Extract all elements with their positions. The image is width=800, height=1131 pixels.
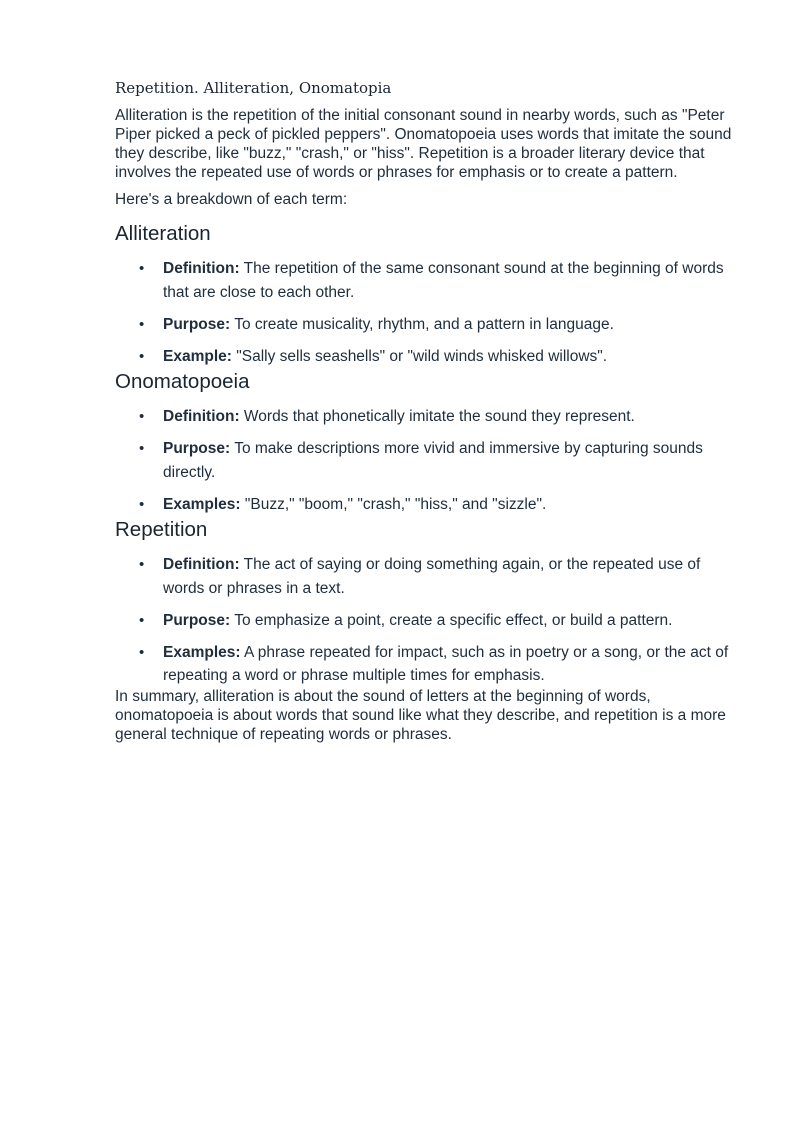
alliteration-list — [115, 257, 740, 369]
list-item — [115, 257, 740, 305]
list-item — [115, 405, 740, 429]
item-text: To create musicality, rhythm, and a pattern in language. — [230, 316, 614, 333]
repetition-list — [115, 553, 740, 687]
bullet-icon: • — [139, 316, 145, 333]
item-text: Words that phonetically imitate the sound they represent. — [239, 408, 635, 425]
item-text: "Buzz," "boom," "crash," "hiss," and "sizzle". — [240, 496, 547, 513]
document-title: Repetition. Alliteration, Onomatopia — [115, 79, 392, 97]
item-label: Definition: — [163, 260, 240, 277]
item-label: Purpose: — [163, 316, 231, 333]
list-item — [115, 437, 740, 485]
bullet-icon: • — [139, 348, 145, 365]
item-label: Examples: — [163, 496, 241, 513]
item-label: Purpose: — [163, 612, 231, 629]
item-label: Definition: — [163, 556, 240, 573]
item-label: Definition: — [163, 408, 240, 425]
bullet-icon: • — [139, 260, 145, 277]
section-heading-alliteration: Alliteration — [115, 222, 211, 245]
item-label: Purpose: — [163, 440, 231, 457]
section-alliteration — [115, 221, 740, 369]
bullet-icon: • — [139, 644, 145, 661]
breakdown-paragraph: Here's a breakdown of each term: — [115, 191, 348, 208]
list-item — [115, 345, 740, 369]
section-heading-onomatopoeia: Onomatopoeia — [115, 370, 250, 393]
section-heading-repetition: Repetition — [115, 518, 208, 541]
bullet-icon: • — [139, 440, 145, 457]
onomatopoeia-list — [115, 405, 740, 517]
list-item — [115, 641, 740, 687]
bullet-icon: • — [139, 556, 145, 573]
document-page — [115, 77, 740, 744]
list-item — [115, 493, 740, 517]
item-text: To make descriptions more vivid and immersive by capturing sounds directly. — [163, 440, 703, 481]
item-label: Examples: — [163, 644, 241, 661]
item-text: A phrase repeated for impact, such as in poetry or a song, or the act of repeating a word or phrase multiple times for emphasis. — [163, 644, 729, 684]
item-label: Example: — [163, 348, 232, 365]
bullet-icon: • — [139, 496, 145, 513]
intro-paragraph: Alliteration is the repetition of the initial consonant sound in nearby words, such as "Peter Piper picked a peck of pickled peppers". Onomatopoeia uses words that imitate the sound they describe, like "buzz," "crash," or "hiss". Repetition is a broader literary device that involves the repeated use of words or phrases for emphasis or to create a pattern. — [115, 107, 732, 181]
bullet-icon: • — [139, 612, 145, 629]
section-onomatopoeia — [115, 369, 740, 517]
list-item — [115, 313, 740, 337]
list-item — [115, 609, 740, 633]
item-text: The repetition of the same consonant sound at the beginning of words that are close to each other. — [163, 260, 724, 301]
item-text: The act of saying or doing something again, or the repeated use of words or phrases in a text. — [163, 556, 701, 597]
summary-paragraph: In summary, alliteration is about the sound of letters at the beginning of words, onomatopoeia is about words that sound like what they describe, and repetition is a more general technique of repeating words or phrases. — [115, 688, 726, 743]
bullet-icon: • — [139, 408, 145, 425]
item-text: "Sally sells seashells" or "wild winds whisked willows". — [231, 348, 608, 365]
section-repetition — [115, 517, 740, 687]
list-item — [115, 553, 740, 601]
item-text: To emphasize a point, create a specific effect, or build a pattern. — [230, 612, 673, 629]
